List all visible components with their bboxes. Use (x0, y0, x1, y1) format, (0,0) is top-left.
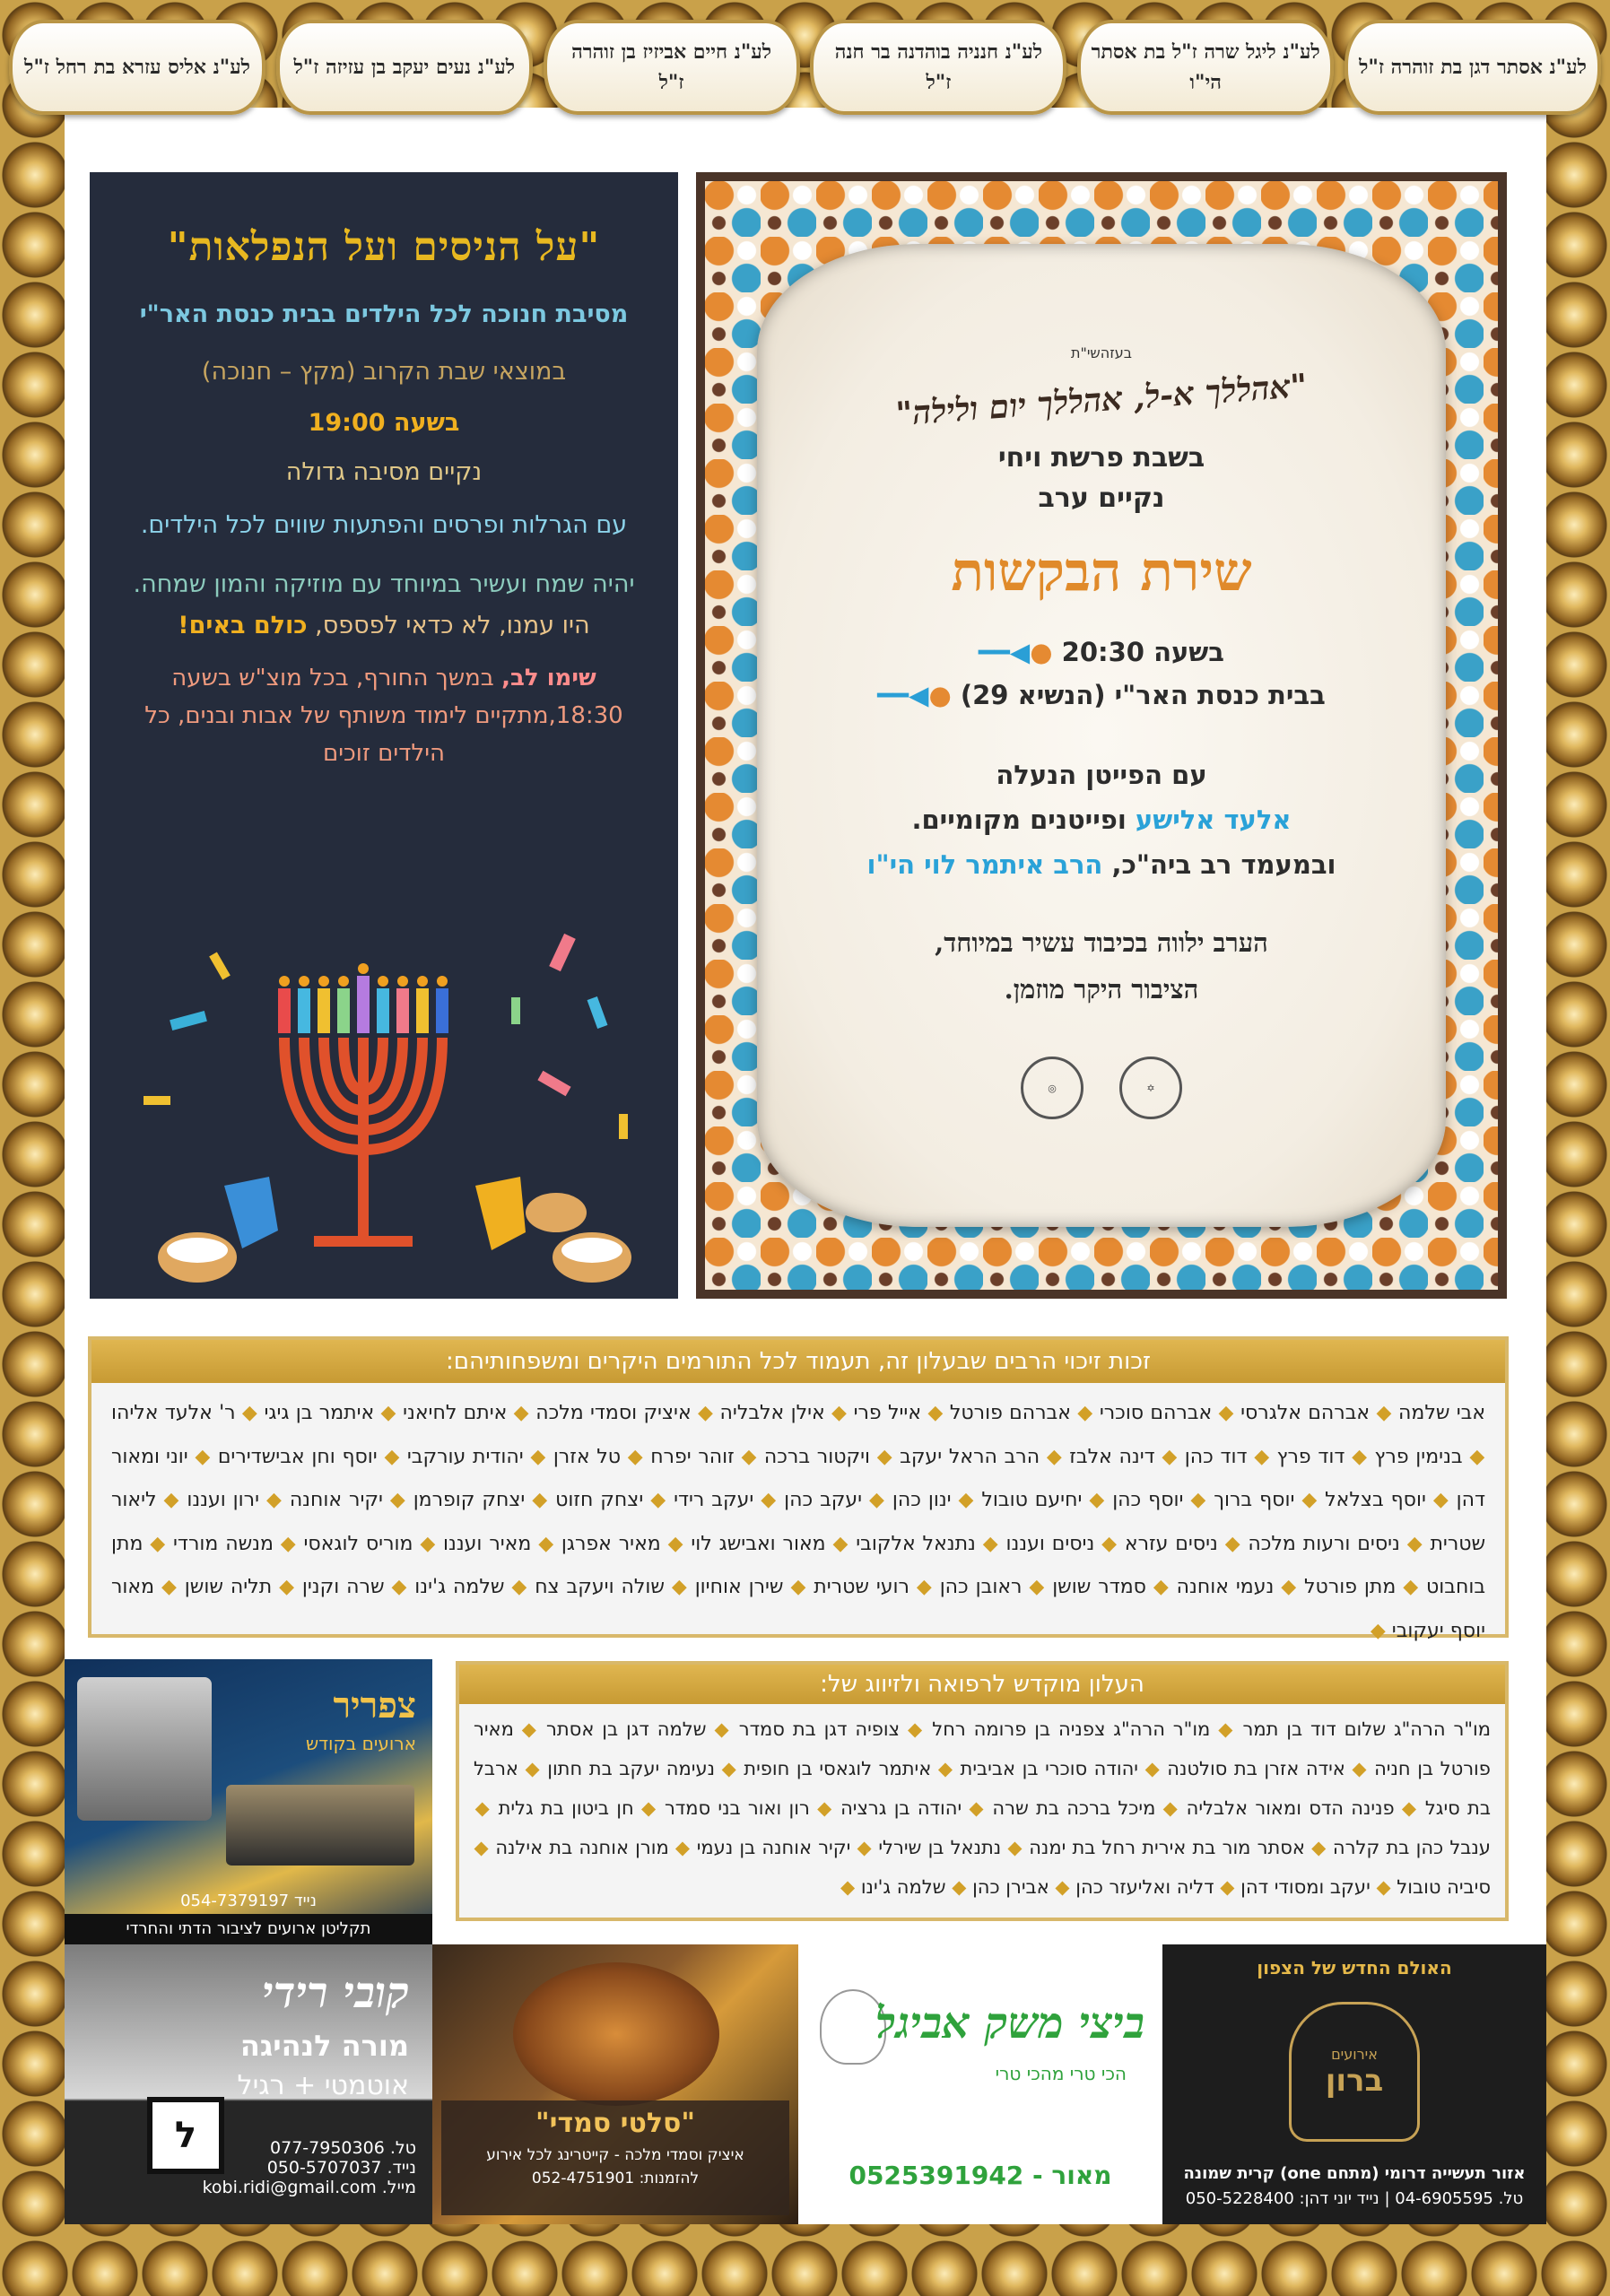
name-item: מו"ר הרה"ג שלום דוד בן תמר ◆ (1210, 1718, 1491, 1740)
bakashot-title: שירת הבקשות (951, 541, 1252, 604)
name-item: רועי שטרית ◆ (784, 1576, 909, 1598)
name-item: ליאור שטרית ◆ (111, 1489, 1485, 1555)
baron-address: אזור תעשייה דרומי (מתחם one) קרית שמונה (1183, 2164, 1526, 2183)
name-item: נעימה יעקב בת חתון ◆ (518, 1758, 715, 1779)
bakashot-time: בשעה 20:30 (1061, 637, 1224, 667)
chanukah-invite-bold: כולם באים! (178, 612, 308, 639)
name-item: שלמה ג'ינו ◆ (840, 1876, 946, 1898)
baron-contact: טל. 04-6905595 | נייד יוני דהן: 050-5228400 (1185, 2189, 1524, 2208)
memorial-tag (1345, 20, 1601, 115)
name-item: דינה אלבז ◆ (1040, 1446, 1155, 1468)
salad-line-1: איציק וסמדי מלכה - קייטרינג לכל אירוע (486, 2146, 744, 2164)
tzafrir-strip: תקליטן ארועים לציבור הדתי והחרדי (65, 1914, 432, 1944)
bullet-dot-icon: ● (1030, 637, 1053, 667)
sponsor-logos (1021, 1057, 1182, 1119)
name-item: אברהם אלגרסי ◆ (1212, 1402, 1370, 1424)
name-item: מתן פורטל ◆ (1274, 1576, 1396, 1598)
name-item: יוסף ברוך ◆ (1183, 1489, 1294, 1511)
name-item: דוד פרץ ◆ (1248, 1446, 1345, 1468)
name-item: אברהם פורטל ◆ (921, 1402, 1071, 1424)
community-logo-icon: ✡ (1119, 1057, 1182, 1119)
name-item: יקיר אוחנה ◆ (259, 1489, 383, 1511)
name-item: הרב הראל יעקב ◆ (870, 1446, 1040, 1468)
kobi-mobile: נייד. 050-5707037 (266, 2158, 416, 2178)
bakashot-performers (757, 752, 1446, 887)
name-item: ינון כהן ◆ (862, 1489, 951, 1511)
memorial-tag (810, 20, 1066, 115)
rabbi-prefix: ובמעמד רב ביה"כ, (1111, 849, 1336, 880)
name-item: מורן אוחנה בת אילנה ◆ (474, 1837, 669, 1858)
name-item: מתן בוחבוט ◆ (111, 1533, 1485, 1599)
performer-line-2 (757, 797, 1446, 842)
name-item: יהודה בן גרציה ◆ (810, 1797, 962, 1819)
name-item: סמדר שושן ◆ (1022, 1576, 1145, 1598)
ad-eggs-farm[interactable] (798, 1944, 1162, 2224)
name-item: אילן אלבליה ◆ (692, 1402, 825, 1424)
name-item: נעמי אוחנה ◆ (1146, 1576, 1274, 1598)
name-item: אידה אזרן בת סולטנה ◆ (1138, 1758, 1345, 1779)
healing-header: העלון מוקדש לרפואה ולזיווג של: (459, 1665, 1505, 1704)
memorial-text: לע"נ אסתר דגן בת זוהרה ז"ל (1359, 56, 1587, 79)
memorial-text: לע"נ ליגל שרה ז"ל בת אסתר הי"ו (1091, 40, 1320, 94)
name-item: ניסים עזרא ◆ (1094, 1533, 1218, 1555)
name-item: פנינה הדס ומאור אלבליה ◆ (1155, 1797, 1394, 1819)
name-item: אסתר מור בת אירית רחל בת ימנה ◆ (1001, 1837, 1305, 1858)
name-item: יקיר אוחנה בן נעמי ◆ (669, 1837, 851, 1858)
name-item: ענבל כהן בת קלרה ◆ (1305, 1837, 1491, 1858)
chicken-dish-image (513, 1962, 719, 2106)
name-item: יהודה סוכרי בן אביבית ◆ (931, 1758, 1138, 1779)
name-item: בנימין פרץ ◆ (1345, 1446, 1462, 1468)
name-item: אייל פרי ◆ (825, 1402, 921, 1424)
name-item: רון ואור בני סמדר ◆ (634, 1797, 810, 1819)
menorah-illustration (90, 917, 678, 1293)
bs-abbreviation: בעזהשי"ת (1070, 344, 1133, 361)
name-item: יהודית עורקבי ◆ (378, 1446, 524, 1468)
kobi-tel: טל. 077-7950306 (270, 2138, 416, 2158)
name-item: צופיה דגן בת סמדר ◆ (707, 1718, 901, 1740)
chanukah-title: "על הניסים ועל הנפלאות" (167, 224, 601, 270)
name-item: תליה שושן ◆ (154, 1576, 272, 1598)
kobi-title: מורה לנהיגה (239, 2029, 409, 2063)
memorial-text: לע"נ חיים אביזיז בן זוהרה ז"ל (571, 40, 772, 94)
name-item: אברהם סוכרי ◆ (1071, 1402, 1212, 1424)
chanukah-note-bold: שימו לב, (501, 665, 596, 691)
name-item: דליה ואליעזר כהן ◆ (1049, 1876, 1214, 1898)
ad-salads-catering[interactable] (432, 1944, 798, 2224)
name-item: שרה וקנין ◆ (272, 1576, 384, 1598)
chanukah-prizes: עם הגרלות ופרסים והפתעות שווים לכל הילדים. (140, 511, 628, 539)
closing-line-2: הציבור היקר מוזמן. (1004, 974, 1199, 1004)
chanukah-party-panel (90, 172, 678, 1299)
salad-info-box (441, 2100, 789, 2215)
name-item: איתם לחיאני ◆ (374, 1402, 507, 1424)
chanukah-joy: יהיה שמח ועשיר במיוחד עם מוזיקה והמון שמחה. (133, 570, 635, 598)
chanukah-note (90, 659, 678, 772)
memorial-text: לע"נ אליס עזרא בת רחל ז"ל (24, 56, 250, 79)
chanukah-party: נקיים מסיבה גדולה (285, 458, 483, 486)
name-item: מוריס לוגאסי ◆ (274, 1533, 413, 1555)
bitzi-phone: מאור - 0525391942 (849, 2161, 1112, 2190)
name-item: שירן אוחיון ◆ (665, 1576, 784, 1598)
name-item: יצחק קופרמן ◆ (383, 1489, 525, 1511)
rabbi-name: הרב איתמר לוי הי"ו (866, 849, 1103, 880)
memorial-tag (9, 20, 265, 115)
name-item: ניסים ורעות מלכה ◆ (1218, 1533, 1400, 1555)
kobi-name: קובי רידי (261, 1968, 409, 2018)
memorial-tag (544, 20, 800, 115)
donors-box (88, 1336, 1509, 1642)
memorial-text: לע"נ נעים יעקב בן עזיזה ז"ל (293, 56, 516, 79)
performer-line-3 (757, 842, 1446, 887)
bakashot-closing (757, 919, 1446, 1013)
name-item: שלמה ג'ינו ◆ (385, 1576, 505, 1598)
name-item: סיביה טובול ◆ (1371, 1876, 1491, 1898)
menorah-icon (284, 1038, 442, 1241)
event-photo (226, 1785, 414, 1866)
name-item: מאיר אפרגן ◆ (531, 1533, 660, 1555)
organization-logo-icon: ◎ (1021, 1057, 1083, 1119)
name-item: יעקב ומסודי דהן ◆ (1214, 1876, 1371, 1898)
name-item: ארבל בת סיגל ◆ (474, 1758, 1491, 1819)
name-item: יעקב רידי ◆ (643, 1489, 753, 1511)
name-item: מנשה מורדי ◆ (143, 1533, 274, 1555)
performer-others: ופייטנים מקומיים. (911, 804, 1127, 835)
name-item: ראובן כהן ◆ (909, 1576, 1023, 1598)
name-item: ניסים ועננו ◆ (976, 1533, 1094, 1555)
arrow-left-icon: ◀━━ (877, 680, 929, 710)
chanukah-invite (90, 612, 678, 639)
chanukah-invite-text: היו עמנו, לא כדאי לפספס, (315, 612, 590, 639)
ad-kobi-driving[interactable] (65, 1944, 432, 2224)
bakashot-time-row (757, 631, 1446, 674)
name-item: חן ביטון בת גלית ◆ (474, 1797, 634, 1819)
name-item: מיכל ברכה בת שרה ◆ (962, 1797, 1155, 1819)
bakashot-details (757, 631, 1446, 717)
name-item: איציק וסמדי מלכה ◆ (507, 1402, 691, 1424)
name-item: שולה ויעקב צח ◆ (504, 1576, 665, 1598)
name-item: טל אזרן ◆ (524, 1446, 621, 1468)
name-item: ר' אלעד אליהו ◆ (111, 1402, 1485, 1468)
name-item: זוהר יפרח ◆ (621, 1446, 735, 1468)
name-item: איתמר לוגאסי בן חופית ◆ (715, 1758, 931, 1779)
chanukah-time: בשעה 19:00 (308, 409, 460, 437)
bitzi-slogan: הכי טרי מהכי טרי (995, 2063, 1127, 2084)
bitzi-name: ביצי משק אביגל (875, 1998, 1144, 2048)
name-item: דוד כהן ◆ (1155, 1446, 1248, 1468)
name-item: שלמה דגן בן אסתר ◆ (514, 1718, 707, 1740)
name-item: יעקב כהן ◆ (753, 1489, 862, 1511)
name-item: יצחק חזוט ◆ (525, 1489, 643, 1511)
name-item: יוסף וחן אבישדירים ◆ (188, 1446, 378, 1468)
bakashot-place: בבית כנסת האר"י (הנשיא 29) (960, 680, 1326, 710)
name-item: מו"ר הרה"ג צפניה בן פרומה רחל ◆ (900, 1718, 1210, 1740)
dj-photo (77, 1677, 212, 1821)
performer-line-1: עם הפייטן הנעלה (996, 760, 1207, 790)
salad-title: "סלטי סמדי" (535, 2108, 696, 2139)
arrow-left-icon: ◀━━ (979, 637, 1031, 667)
name-item: מאור יוסף יעקובי ◆ (111, 1576, 1485, 1642)
name-item: מאיר פורטל בן חניה ◆ (474, 1718, 1491, 1779)
name-item: נתנאל אלקובי ◆ (826, 1533, 976, 1555)
healing-box (456, 1661, 1509, 1921)
name-item: יוסף בצלאל ◆ (1294, 1489, 1426, 1511)
name-item: יוסף כהן ◆ (1082, 1489, 1183, 1511)
donors-header: זכות זיכוי הרבים שבעלון זה, תעמוד לכל התורמים היקרים ומשפחותיהם: (91, 1340, 1505, 1383)
bakashot-content (757, 244, 1446, 1227)
name-item: יחיעם טובול ◆ (952, 1489, 1083, 1511)
donors-list (91, 1383, 1505, 1662)
tzafrir-tagline: ארועים בקודש (305, 1733, 416, 1754)
bullet-dot-icon: ● (928, 680, 952, 710)
name-item: אבי שלמה ◆ (1370, 1402, 1485, 1424)
closing-line-1: הערב ילווה בכיבוד עשיר במיוחד, (935, 927, 1268, 958)
bakashot-event-panel (696, 172, 1507, 1299)
tzafrir-brand: צפריר (333, 1684, 416, 1726)
bakashot-quote: "אהללך א-ל, אהללך יום ולילה" (894, 367, 1309, 433)
baron-emblem (1289, 2002, 1420, 2142)
memorial-tags (0, 20, 1610, 127)
ad-tzafrir-dj[interactable] (65, 1659, 432, 1944)
chanukah-note-text: במשך החורף, בכל מוצ"ש בשעה 18:30,מתקיים לימוד משותף של אבות ובנים, כל הילדים זוכים (144, 665, 623, 767)
memorial-text: לע"נ חנניה בוהדנה בר חנה ז"ל (834, 40, 1043, 94)
chanukah-subtitle: מסיבת חנוכה לכל הילדים בבית כנסת האר"י (139, 300, 629, 328)
name-item: יוני ומאור דהן ◆ (111, 1446, 1485, 1512)
name-item: איתמר בן גיגי ◆ (236, 1402, 375, 1424)
memorial-tag (1077, 20, 1334, 115)
name-item: מאיר ועננו ◆ (413, 1533, 531, 1555)
ad-baron-hall[interactable] (1162, 1944, 1546, 2224)
learner-sign-icon: ל (147, 2097, 224, 2174)
healing-list (459, 1704, 1505, 1912)
name-item: ירון ועננו ◆ (157, 1489, 259, 1511)
emblem-big-text: ברון (1325, 2062, 1384, 2099)
name-item: ויקטור ברכה ◆ (735, 1446, 870, 1468)
name-item: מאור ואבישג לוי ◆ (661, 1533, 826, 1555)
memorial-tag (276, 20, 533, 115)
tzafrir-phone: נייד 054-7379197 (180, 1892, 317, 1910)
performer-name: אלעד אלישע (1135, 804, 1292, 835)
kobi-email[interactable]: מייל. kobi.ridi@gmail.com (202, 2178, 416, 2197)
chanukah-when: במוצאי שבת הקרוב (מקץ – חנוכה) (201, 358, 567, 386)
emblem-small-text: אירועים (1331, 2045, 1378, 2063)
bakashot-shabbat-line: בשבת פרשת ויחי (997, 442, 1205, 474)
bakashot-evening-line: נקיים ערב (1038, 483, 1165, 514)
baron-headline: האולם החדש של הצפון (1257, 1957, 1452, 1979)
bakashot-place-row (757, 674, 1446, 717)
name-item: נתנאל בן שירלי ◆ (850, 1837, 1001, 1858)
name-item: אבירן כהן ◆ (946, 1876, 1049, 1898)
kobi-contact (203, 2138, 416, 2197)
kobi-subtitle: אוטמטי + רגיל (237, 2070, 409, 2101)
salad-line-2: להזמנות: 052-4751901 (531, 2170, 700, 2187)
